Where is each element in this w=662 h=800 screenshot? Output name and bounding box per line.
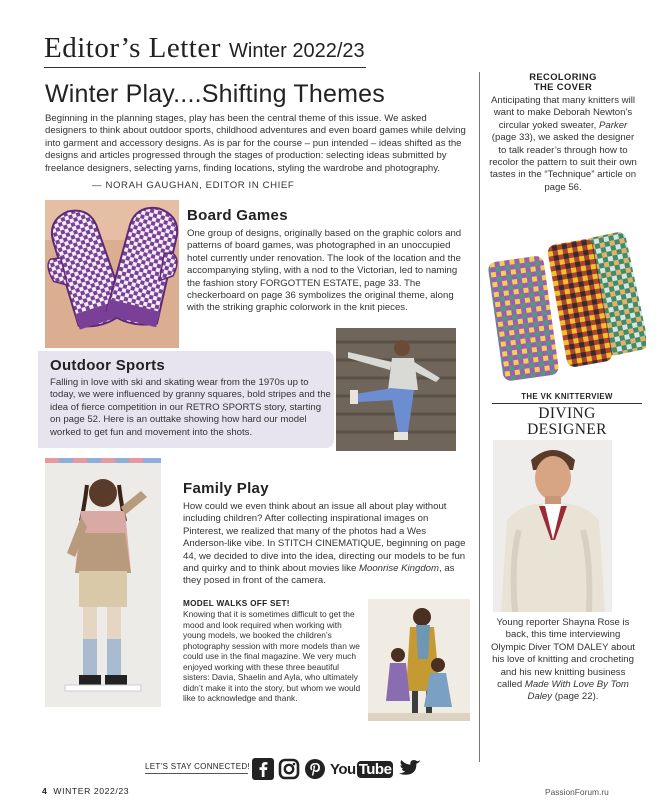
pinterest-icon[interactable]	[304, 758, 326, 780]
knitterview-title: DIVING DESIGNER	[527, 405, 607, 438]
sisters-photo	[368, 599, 470, 721]
mittens-photo	[45, 200, 179, 348]
model-walks-body: Knowing that it is sometimes difficult to get the mood and look required when working with young models, we booked the children’s photography session with more models than we could use in the final magazine. We very much enjoyed working with these three beautiful sisters: Davia, Shaelin and Ayla, who ultimately didn’t make it into the story, but whom we would like to acknowledge and thank.	[183, 609, 361, 703]
knitterview-label: THE VK KNITTERVIEW	[521, 392, 613, 401]
page-number: 4	[42, 786, 48, 796]
twitter-icon[interactable]	[397, 758, 423, 780]
facebook-icon[interactable]	[252, 758, 274, 780]
page-folio	[42, 786, 129, 796]
girl-photo	[45, 463, 161, 707]
outdoor-sports-heading: Outdoor Sports	[50, 357, 166, 374]
colorwork-mitts-photo	[486, 228, 646, 386]
social-links	[252, 756, 423, 782]
outdoor-sports-body: Falling in love with ski and skating wear from the 1970s up to today, we were influenced by granny squares, bold stripes and the idea of fierce competition in our RETRO SPORTS story, starting on page 52. Here is an outtake showing how hard our model worked to get fun and movement into the shots.	[50, 377, 331, 438]
header-rule	[44, 67, 366, 68]
section-title: Editor’s Letter	[44, 32, 221, 64]
family-play-body: How could we even think about an issue all about play without including children? After collecting inspirational images on Pinterest, we realized that many of the photos had a Wes Anderson-like vibe. In STITCH CINEMATIQUE, beginning on page 44, we decided to dive into the idea, directing our models to be fun and quirky and to think about movies like Moonrise Kingdom, as they posed in front of the camera.	[183, 501, 466, 587]
instagram-icon[interactable]	[278, 758, 300, 780]
folio-issue: WINTER 2022/23	[53, 786, 130, 796]
family-play-heading: Family Play	[183, 480, 269, 497]
intro-paragraph: Beginning in the planning stages, play has been the central theme of this issue. We asked designers to think about outdoor sports, childhood adventures and even board games while delving into garment and accessory designs. As is par for the course – pun intended – ideas shifted as the designs and articles progressed through the stages of production: selecting ideas submitted by freelance designers, selecting yarns, finding locations, styling the wardrobe and photography.	[45, 113, 466, 174]
byline: — NORAH GAUGHAN, EDITOR IN CHIEF	[92, 180, 295, 191]
recoloring-heading: RECOLORING THE COVER	[529, 71, 597, 92]
stay-connected-label: LET’S STAY CONNECTED!	[145, 762, 250, 771]
knitterview-rule	[492, 403, 642, 404]
youtube-wordmark-tube: Tube	[358, 760, 392, 778]
tom-daley-photo	[493, 440, 612, 612]
watermark: PassionForum.ru	[545, 787, 609, 797]
issue-label: Winter 2022/23	[229, 40, 365, 62]
stay-connected-rule	[145, 773, 248, 774]
recoloring-body: Anticipating that many knitters will want to make Deborah Newton’s circular yoked sweater, Parker (page 33), we asked the designer to talk reader’s through how to recolor the pattern to suit their own tastes in the “Technique” article on page 56.	[489, 95, 637, 193]
model-walks-heading: MODEL WALKS OFF SET!	[183, 599, 290, 608]
youtube-icon[interactable]	[330, 758, 393, 780]
board-games-heading: Board Games	[187, 207, 288, 224]
skater-photo	[336, 328, 456, 451]
youtube-wordmark-you: You	[330, 760, 356, 778]
knitterview-body: Young reporter Shayna Rose is back, this time interviewing Olympic Diver TOM DALEY about his love of knitting and crocheting and his new knitting business called Made With Love By Tom Daley (page 22).	[491, 617, 635, 703]
page-title: Winter Play....Shifting Themes	[45, 80, 385, 108]
color-stripe	[45, 453, 161, 461]
board-games-body: One group of designs, originally based on the graphic colors and patterns of board games, was photographed in an unoccupied hotel currently under renovation. The look of the location and the accompanying styling, with a nod to the Victorian, led to naming the fashion story FORGOTTEN ESTATE, page 33. The checkerboard on page 36 symbolizes the original theme, along with the striking graphic colorwork in the knit pieces.	[187, 228, 462, 314]
column-divider	[479, 72, 480, 762]
